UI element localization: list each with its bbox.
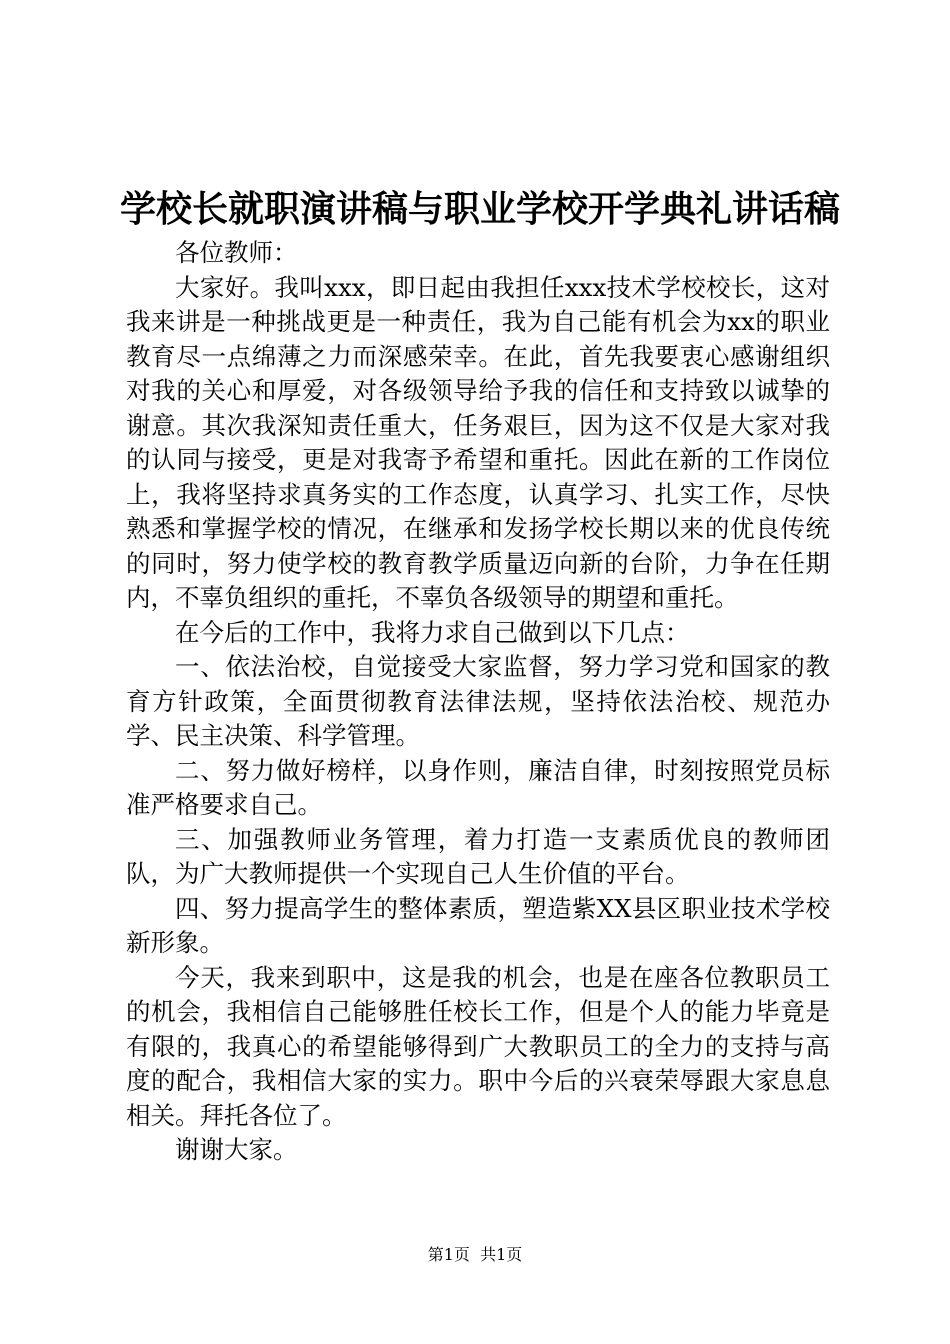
paragraph-closing: 今天，我来到职中，这是我的机会，也是在座各位教职员工的机会，我相信自己能够胜任校长工作，但是个人的能力毕竟是有限的，我真心的希望能够得到广大教职员工的全力的支持与高度的配合，我相信大家的实力。职中今后的兴衰荣辱跟大家息息相关。拜托各位了。: [126, 962, 830, 1130]
paragraph-points-lead: 在今后的工作中，我将力求自己做到以下几点：: [175, 617, 690, 647]
paragraph-point-4: 四、努力提高学生的整体素质，塑造紫XX县区职业技术学校新形象。: [126, 893, 830, 957]
paragraph-point-3: 三、加强教师业务管理，着力打造一支素质优良的教师团队，为广大教师提供一个实现自己人生价值的平台。: [126, 824, 830, 888]
paragraph-point-2: 二、努力做好榜样，以身作则，廉洁自律，时刻按照党员标准严格要求自己。: [126, 755, 830, 819]
document-body: [126, 236, 830, 1168]
paragraph-thanks: 谢谢大家。: [175, 1135, 298, 1164]
paragraph-intro: 大家好。我叫xxx，即日起由我担任xxx技术学校校长，这对我来讲是一种挑战更是一种责任，我为自己能有机会为xx的职业教育尽一点绵薄之力而深感荣幸。在此，首先我要衷心感谢组织对我的关心和厚爱，对各级领导给予我的信任和支持致以诚挚的谢意。其次我深知责任重大，任务艰巨，因为这不仅是大家对我的认同与接受，更是对我寄予希望和重托。因此在新的工作岗位上，我将坚持求真务实的工作态度，认真学习、扎实工作，尽快熟悉和掌握学校的情况，在继承和发扬学校长期以来的优良传统的同时，努力使学校的教育教学质量迈向新的台阶，力争在任期内，不辜负组织的重托，不辜负各级领导的期望和重托。: [126, 272, 830, 612]
document-title: 学校长就职演讲稿与职业学校开学典礼讲话稿: [120, 188, 841, 230]
page-footer: 第1页 共1页: [427, 1245, 523, 1264]
paragraph-point-1: 一、依法治校，自觉接受大家监督，努力学习党和国家的教育方针政策，全面贯彻教育法律法规，坚持依法治校、规范办学、民主决策、科学管理。: [126, 652, 830, 750]
salutation: 各位教师：: [175, 238, 298, 267]
